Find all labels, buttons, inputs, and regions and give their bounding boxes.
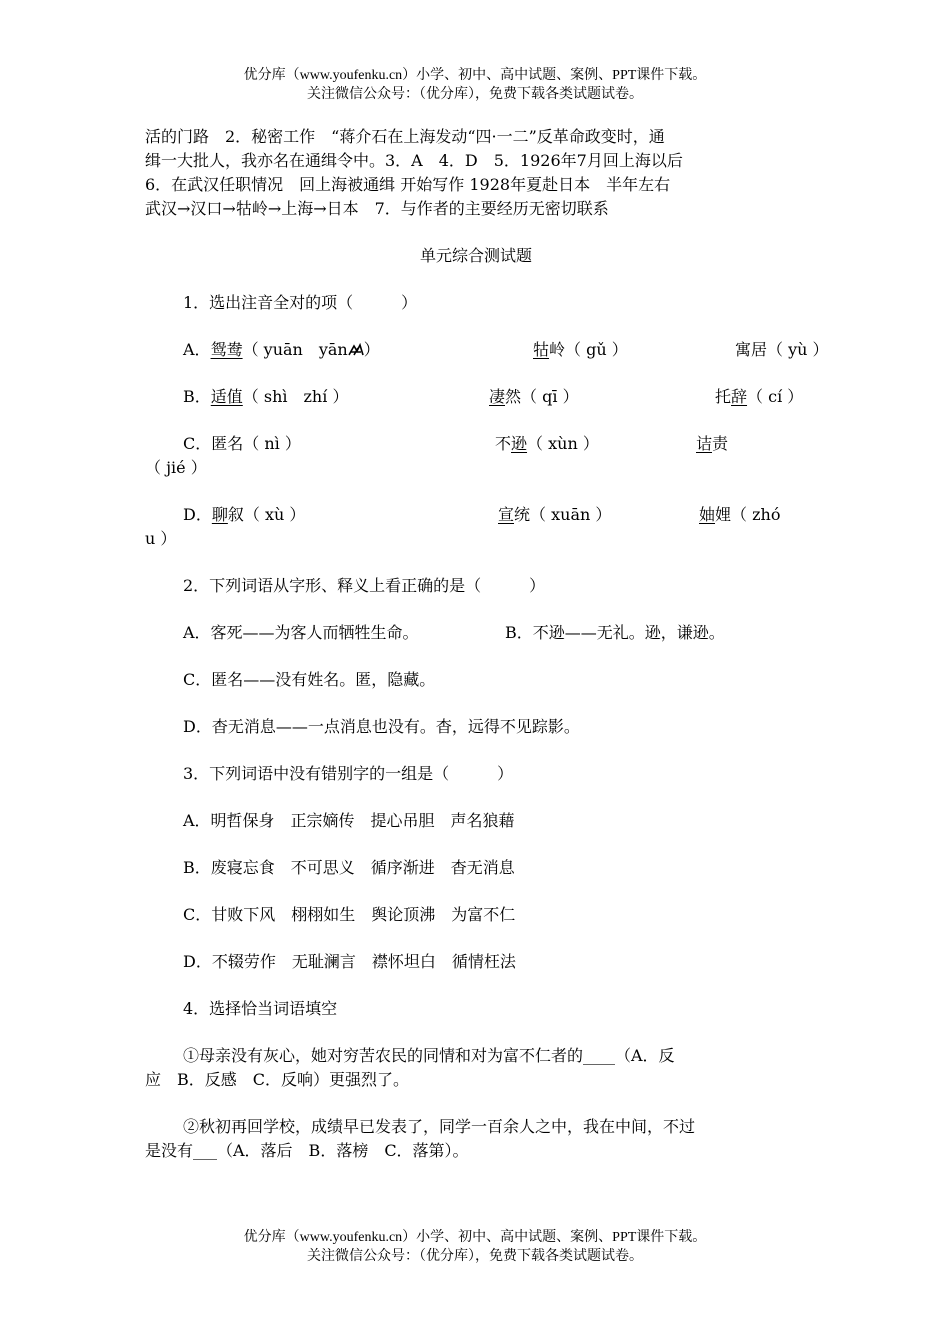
q4-sentence-2: ②秋初再回学校，成绩早已发表了，同学一百余人之中，我在中间，不过 是没有___（A．落后 B．落榜 C．落第）。 (145, 1117, 696, 1160)
q3-option-a: A．明哲保身 正宗嫡传 提心吊胆 声名狼藉 (183, 811, 515, 830)
question-1-stem: 1．选出注音全对的项（ ） (183, 293, 418, 312)
q3-option-d: D．不辍劳作 无耻澜言 襟怀坦白 循情枉法 (183, 952, 516, 971)
q2-options-ab (183, 621, 807, 645)
answer-line: 6．在武汉任职情况 回上海被通缉 开始写作 1928年夏赴日本 半年左右 (145, 175, 671, 194)
footer-line-2: 关注微信公众号：（优分库），免费下载各类试题试卷。 (307, 1249, 643, 1264)
answer-line: 活的门路 2．秘密工作 “蒋介石在上海发动“四·一二”反革命政变时，通 (145, 127, 665, 146)
header-line-1: 优分库（www.youfenku.cn）小学、初中、高中试题、案例、PPT课件下载。 (243, 68, 707, 83)
page-footer (0, 1228, 950, 1266)
q1-option-c: C．匿名（ nì ） 不逊（ xùn ） 诘责 （ jié ） (145, 434, 729, 477)
q1-option-d: D．聊叙（ xù ） 宣统（ xuān ） 妯娌（ zhó u ） (145, 505, 781, 548)
q2-option-b: B．不逊——无礼。逊，谦逊。 (505, 623, 725, 642)
answer-line: 武汉→汉口→牯岭→上海→日本 7．与作者的主要经历无密切联系 (145, 199, 609, 218)
question-3-stem: 3．下列词语中没有错别字的一组是（ ） (183, 764, 514, 783)
q3-option-c: C．甘败下风 栩栩如生 舆论顶沸 为富不仁 (183, 905, 516, 924)
question-2-stem: 2．下列词语从字形、释义上看正确的是（ ） (183, 576, 546, 595)
document-body (145, 125, 829, 1163)
page-header (0, 66, 950, 104)
q2-option-d: D．杳无消息——一点消息也没有。杳，远得不见踪影。 (183, 717, 580, 736)
header-line-2: 关注微信公众号：（优分库），免费下载各类试题试卷。 (307, 87, 643, 102)
answer-block (145, 125, 807, 221)
garbled-glyph-icon (348, 343, 364, 357)
q1-option-a: A．鸳鸯（ yuān yān ） 牯岭（ gǔ ） 寓居（ yù ） (183, 340, 829, 359)
footer-line-1: 优分库（www.youfenku.cn）小学、初中、高中试题、案例、PPT课件下载。 (243, 1230, 707, 1245)
answer-line: 缉一大批人，我亦名在通缉令中。3．A 4．D 5．1926年7月回上海以后 (145, 151, 683, 170)
q2-option-a: A．客死——为客人而牺牲生命。 (183, 623, 419, 642)
q1-option-b: B．适值（ shì zhí ） 凄然（ qī ） 托辞（ cí ） (183, 387, 804, 406)
q4-sentence-1: ①母亲没有灰心，她对穷苦农民的同情和对为富不仁者的____（A．反 应 B．反感 C．反响）更强烈了。 (145, 1046, 675, 1089)
question-4-stem: 4．选择恰当词语填空 (183, 999, 338, 1018)
q3-option-b: B．废寝忘食 不可思义 循序渐进 杳无消息 (183, 858, 515, 877)
q2-option-c: C．匿名——没有姓名。匿，隐藏。 (183, 670, 436, 689)
section-title: 单元综合测试题 (419, 246, 532, 265)
